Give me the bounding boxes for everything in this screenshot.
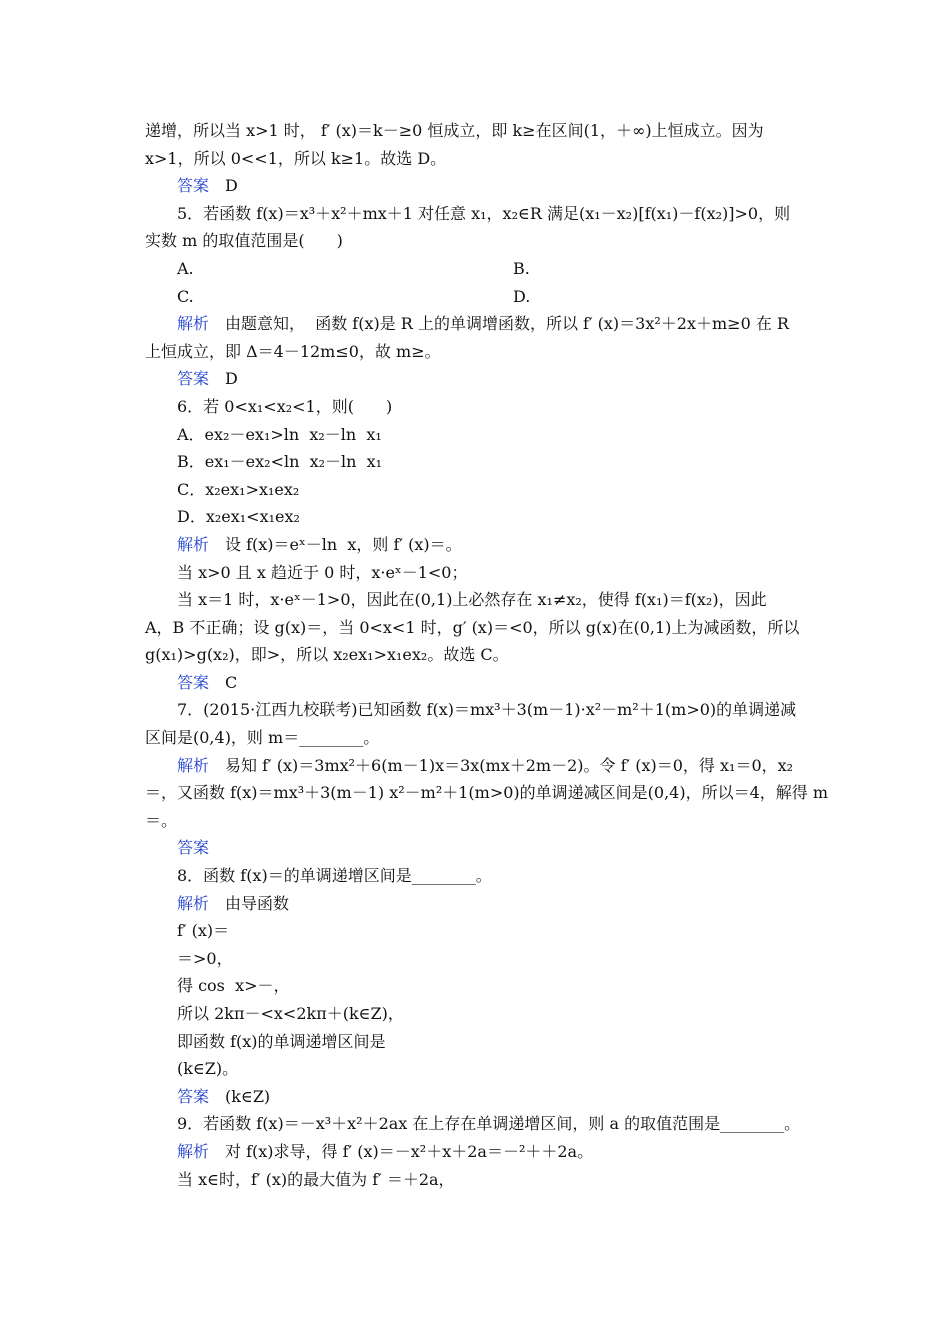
answer-value: C	[225, 672, 238, 692]
analysis-label: 解析	[177, 314, 210, 334]
analysis-line-q6	[145, 531, 810, 559]
option-d: D．x₂ex₁<x₁ex₂	[177, 507, 300, 527]
options-row-cd	[145, 283, 810, 311]
option-a: A.	[177, 258, 194, 278]
question-9-line: 9．若函数 f(x)＝－x³＋x²＋2ax 在上存在单调递增区间，则 a 的取值范围是________。	[177, 1114, 801, 1134]
answer-label: 答案	[177, 369, 210, 389]
option-b: B．ex₁－ex₂<ln x₂－ln x₁	[177, 452, 383, 472]
option-b: B.	[513, 258, 530, 278]
question-8-line: 8．函数 f(x)＝的单调递增区间是________。	[177, 866, 492, 886]
analysis-label: 解析	[177, 893, 210, 913]
text-line: ＝。	[145, 810, 178, 830]
text-line: 当 x>0 且 x 趋近于 0 时，x·eˣ－1<0；	[177, 562, 468, 582]
option-c: C．x₂ex₁>x₁ex₂	[177, 479, 300, 499]
answer-line-q8	[145, 1083, 810, 1111]
analysis-line-q5	[145, 310, 810, 338]
analysis-text: 易知 f′ (x)＝3mx²＋6(m－1)x＝3x(mx＋2m－2)。令 f′ (x)＝0，得 x₁＝0，x₂	[225, 755, 794, 775]
text-line: 所以 2kπ－<x<2kπ＋(k∈Z)，	[177, 1004, 404, 1023]
analysis-text: 设 f(x)＝eˣ－ln x，则 f′ (x)＝。	[225, 534, 462, 554]
text-line: f′ (x)＝	[177, 921, 230, 941]
text-line: A，B 不正确；设 g(x)＝，当 0<x<1 时，g′ (x)＝<0，所以 g(x)在(0,1)上为减函数，所以	[145, 617, 800, 637]
text-line: 上恒成立，即 Δ＝4－12m≤0，故 m≥。	[145, 341, 441, 361]
answer-label: 答案	[177, 672, 210, 692]
option-d: D.	[513, 286, 531, 306]
answer-value: (k∈Z)	[225, 1086, 271, 1106]
analysis-line-q7	[145, 752, 810, 780]
text-line: 当 x＝1 时，x·eˣ－1>0，因此在(0,1)上必然存在 x₁≠x₂，使得 f(x₁)＝f(x₂)，因此	[177, 590, 767, 610]
text-line: g(x₁)>g(x₂)，即>，所以 x₂ex₁>x₁ex₂。故选 C。	[145, 645, 509, 665]
question-6-line: 6．若 0<x₁<x₂<1，则( )	[177, 396, 393, 416]
text-line: ＝，又函数 f(x)＝mx³＋3(m－1) x²－m²＋1(m>0)的单调递减区间是(0,4)，所以＝4，解得 m	[145, 783, 829, 803]
answer-line-q6	[145, 669, 810, 697]
answer-value: D	[225, 176, 238, 196]
option-c: C.	[177, 286, 194, 306]
analysis-line-q9	[145, 1138, 810, 1166]
answer-line-q4	[145, 172, 810, 200]
analysis-text: 由题意知， 函数 f(x)是 R 上的单调增函数，所以 f′ (x)＝3x²＋2x＋m≥0 在 R	[225, 314, 789, 334]
analysis-label: 解析	[177, 534, 210, 554]
text-line: 得 cos x>－，	[177, 976, 290, 996]
question-7-line-2: 区间是(0,4)，则 m＝________。	[145, 728, 380, 748]
question-5-line-1: 5．若函数 f(x)＝x³＋x²＋mx＋1 对任意 x₁，x₂∈R 满足(x₁－x₂)[f(x₁)－f(x₂)]>0，则	[177, 203, 791, 223]
text-line: 当 x∈时，f′ (x)的最大值为 f′ ＝＋2a，	[177, 1169, 455, 1189]
analysis-label: 解析	[177, 755, 210, 775]
text-line: (k∈Z)。	[177, 1059, 239, 1079]
text-line: 即函数 f(x)的单调递增区间是	[177, 1031, 386, 1051]
analysis-line-q8	[145, 890, 810, 918]
answer-label: 答案	[177, 1086, 210, 1106]
analysis-label: 解析	[177, 1141, 210, 1161]
question-5-line-2: 实数 m 的取值范围是( )	[145, 231, 343, 251]
text-line: x>1，所以 0<<1，所以 k≥1。故选 D。	[145, 148, 447, 168]
answer-line-q5	[145, 365, 810, 393]
answer-value: D	[225, 369, 238, 389]
text-line: ＝>0，	[177, 948, 233, 968]
analysis-text: 对 f(x)求导，得 f′ (x)＝－x²＋x＋2a＝－²＋＋2a。	[225, 1141, 594, 1161]
answer-label: 答案	[177, 176, 210, 196]
answer-label: 答案	[177, 838, 210, 858]
answer-line-q7	[145, 834, 810, 862]
text-line: 递增，所以当 x>1 时， f′ (x)＝k－≥0 恒成立，即 k≥在区间(1，＋∞)上恒成立。因为	[145, 121, 764, 140]
analysis-text: 由导函数	[225, 893, 290, 913]
question-7-line-1: 7．(2015·江西九校联考)已知函数 f(x)＝mx³＋3(m－1)·x²－m²＋1(m>0)的单调递减	[177, 700, 797, 720]
option-a: A．ex₂－ex₁>ln x₂－ln x₁	[177, 424, 382, 444]
document-body	[145, 117, 829, 1193]
options-row-ab	[145, 255, 810, 283]
